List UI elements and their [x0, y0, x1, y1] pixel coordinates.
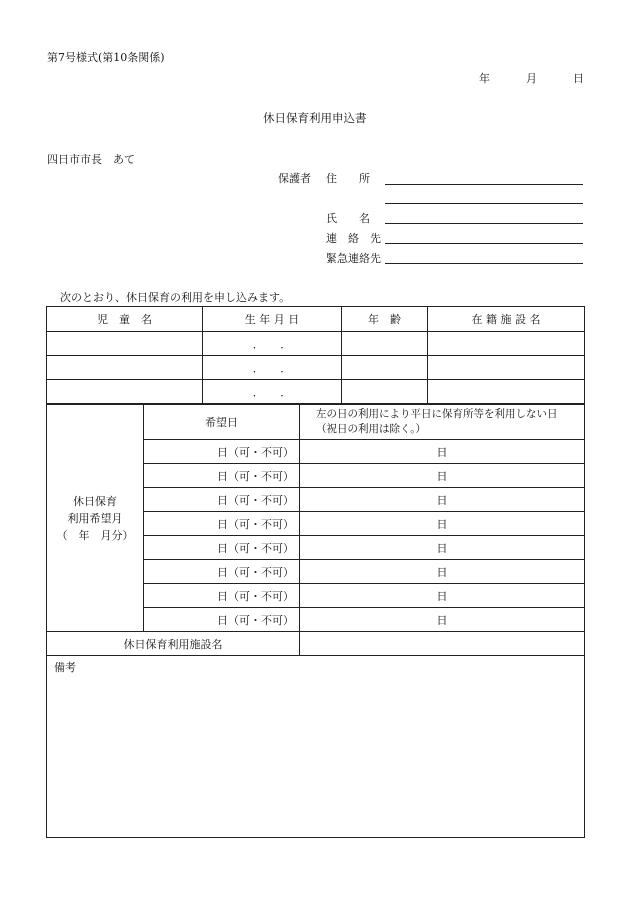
header-child-name: 児 童 名	[47, 307, 203, 332]
header-facility: 在 籍 施 設 名	[428, 307, 585, 332]
weekday-day-cell[interactable]: 日	[300, 608, 585, 632]
age-cell[interactable]	[342, 332, 428, 356]
child-name-cell[interactable]	[47, 356, 203, 380]
desired-day-cell[interactable]: 日（可・不可）	[144, 488, 300, 512]
table-row	[47, 332, 585, 356]
children-table	[46, 306, 585, 404]
weekday-day-cell[interactable]: 日	[300, 584, 585, 608]
address-line-1[interactable]	[385, 184, 583, 185]
desired-day-cell[interactable]: 日（可・不可）	[144, 560, 300, 584]
desired-day-cell[interactable]: 日（可・不可）	[144, 608, 300, 632]
date-month-label: 月	[526, 72, 537, 85]
name-line[interactable]	[385, 223, 583, 224]
intro-text: 次のとおり、休日保育の利用を申し込みます。	[60, 291, 291, 304]
holiday-month-label-line2: 利用希望月	[67, 511, 123, 525]
remarks-box[interactable]	[46, 652, 585, 838]
child-name-cell[interactable]	[47, 380, 203, 404]
contact-label: 連 絡 先	[326, 232, 381, 245]
emergency-contact-line[interactable]	[385, 263, 583, 264]
holiday-month-label	[47, 405, 144, 632]
document-title: 休日保育利用申込書	[263, 111, 367, 125]
name-label: 氏 名	[326, 212, 370, 225]
holiday-care-table	[46, 404, 585, 656]
birthdate-cell[interactable]: ． ．	[203, 356, 342, 380]
holiday-month-label-line1: 休日保育	[73, 494, 117, 508]
facility-cell[interactable]	[428, 356, 585, 380]
table-row	[47, 380, 585, 404]
form-number: 第7号様式(第10条関係)	[47, 51, 165, 64]
desired-day-cell[interactable]: 日（可・不可）	[144, 536, 300, 560]
facility-cell[interactable]	[428, 332, 585, 356]
weekday-day-cell[interactable]: 日	[300, 488, 585, 512]
guardian-label: 保護者	[278, 172, 311, 185]
children-table-header	[47, 307, 585, 332]
table-row	[47, 356, 585, 380]
weekday-nonuse-header: 左の日の利用により平日に保育所等を利用しない日（祝日の利用は除く。）	[300, 405, 585, 440]
facility-cell[interactable]	[428, 380, 585, 404]
remarks-label: 備考	[54, 661, 76, 674]
desired-day-cell[interactable]: 日（可・不可）	[144, 464, 300, 488]
holiday-month-label-line3: （ 年 月分）	[56, 528, 134, 542]
weekday-day-cell[interactable]: 日	[300, 512, 585, 536]
child-name-cell[interactable]	[47, 332, 203, 356]
weekday-day-cell[interactable]: 日	[300, 464, 585, 488]
desired-day-header: 希望日	[144, 405, 300, 440]
weekday-day-cell[interactable]: 日	[300, 560, 585, 584]
header-age: 年 齢	[342, 307, 428, 332]
age-cell[interactable]	[342, 380, 428, 404]
address-line-2[interactable]	[385, 203, 583, 204]
holiday-facility-label: 休日保育利用施設名	[47, 632, 300, 656]
age-cell[interactable]	[342, 356, 428, 380]
addressee: 四日市市長 あて	[47, 153, 135, 166]
desired-day-cell[interactable]: 日（可・不可）	[144, 512, 300, 536]
date-year-label: 年	[479, 72, 490, 85]
birthdate-cell[interactable]: ． ．	[203, 332, 342, 356]
weekday-day-cell[interactable]: 日	[300, 536, 585, 560]
birthdate-cell[interactable]: ． ．	[203, 380, 342, 404]
desired-day-cell[interactable]: 日（可・不可）	[144, 584, 300, 608]
weekday-day-cell[interactable]: 日	[300, 440, 585, 464]
date-day-label: 日	[573, 72, 584, 85]
desired-day-cell[interactable]: 日（可・不可）	[144, 440, 300, 464]
contact-line[interactable]	[385, 243, 583, 244]
header-birthdate: 生 年 月 日	[203, 307, 342, 332]
address-label: 住 所	[326, 172, 370, 185]
emergency-contact-label: 緊急連絡先	[326, 252, 381, 265]
